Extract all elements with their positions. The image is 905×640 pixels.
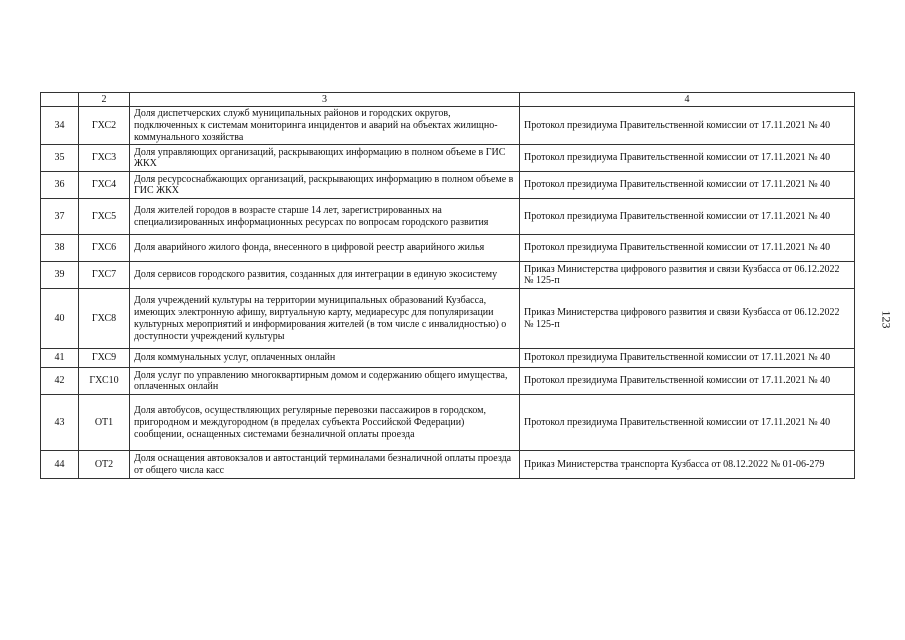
row-number: 35 <box>41 145 79 172</box>
indicator-code: ГХС4 <box>79 172 130 199</box>
row-number: 37 <box>41 199 79 235</box>
indicator-description: Доля управляющих организаций, раскрывающих информацию в полном объеме в ГИС ЖКХ <box>130 145 520 172</box>
indicator-code: ОТ1 <box>79 395 130 451</box>
table-row <box>41 145 855 172</box>
indicator-description: Доля оснащения автовокзалов и автостанций терминалами безналичной оплаты проезда от общего числа касс <box>130 451 520 479</box>
table-header-row <box>41 93 855 107</box>
row-number: 44 <box>41 451 79 479</box>
header-col-1 <box>41 93 79 107</box>
table-row <box>41 262 855 289</box>
indicator-code: ГХС5 <box>79 199 130 235</box>
indicator-description: Доля учреждений культуры на территории муниципальных образований Кузбасса, имеющих электронную афишу, виртуальную карту, медиаресурс для популяризации культурных мероприятий и информирования жителей (в том числе с инвалидностью) о доступности учреждений культуры <box>130 289 520 349</box>
row-number: 42 <box>41 368 79 395</box>
indicator-source: Протокол президиума Правительственной комиссии от 17.11.2021 № 40 <box>520 349 855 368</box>
indicator-code: ОТ2 <box>79 451 130 479</box>
indicator-source: Протокол президиума Правительственной комиссии от 17.11.2021 № 40 <box>520 199 855 235</box>
indicator-source: Приказ Министерства транспорта Кузбасса от 08.12.2022 № 01-06-279 <box>520 451 855 479</box>
page-number: 123 <box>879 310 894 329</box>
indicator-code: ГХС9 <box>79 349 130 368</box>
indicator-description: Доля сервисов городского развития, созданных для интеграции в единую экосистему <box>130 262 520 289</box>
indicators-table <box>40 92 855 479</box>
table-row <box>41 368 855 395</box>
indicator-description: Доля автобусов, осуществляющих регулярные перевозки пассажиров в городском, пригородном и междугородном (в пределах субъекта Российской Федерации) сообщении, оснащенных системами безналичной оплаты проезда <box>130 395 520 451</box>
row-number: 38 <box>41 235 79 262</box>
indicator-code: ГХС10 <box>79 368 130 395</box>
row-number: 36 <box>41 172 79 199</box>
indicator-code: ГХС3 <box>79 145 130 172</box>
table-row <box>41 289 855 349</box>
indicator-description: Доля аварийного жилого фонда, внесенного в цифровой реестр аварийного жилья <box>130 235 520 262</box>
indicator-source: Протокол президиума Правительственной комиссии от 17.11.2021 № 40 <box>520 172 855 199</box>
row-number: 41 <box>41 349 79 368</box>
indicator-code: ГХС2 <box>79 107 130 145</box>
indicator-code: ГХС8 <box>79 289 130 349</box>
table-row <box>41 235 855 262</box>
indicator-source: Протокол президиума Правительственной комиссии от 17.11.2021 № 40 <box>520 107 855 145</box>
table-row <box>41 395 855 451</box>
indicator-description: Доля услуг по управлению многоквартирным домом и содержанию общего имущества, оплаченных онлайн <box>130 368 520 395</box>
indicator-source: Протокол президиума Правительственной комиссии от 17.11.2021 № 40 <box>520 395 855 451</box>
header-col-2: 2 <box>79 93 130 107</box>
header-col-3: 3 <box>130 93 520 107</box>
table-body <box>41 107 855 479</box>
row-number: 43 <box>41 395 79 451</box>
indicator-source: Протокол президиума Правительственной комиссии от 17.11.2021 № 40 <box>520 368 855 395</box>
indicator-source: Протокол президиума Правительственной комиссии от 17.11.2021 № 40 <box>520 235 855 262</box>
table-row <box>41 451 855 479</box>
indicator-description: Доля ресурсоснабжающих организаций, раскрывающих информацию в полном объеме в ГИС ЖКХ <box>130 172 520 199</box>
table-row <box>41 349 855 368</box>
indicator-description: Доля жителей городов в возрасте старше 14 лет, зарегистрированных на специализированных информационных ресурсах по вопросам городского развития <box>130 199 520 235</box>
indicator-source: Приказ Министерства цифрового развития и связи Кузбасса от 06.12.2022 № 125-п <box>520 289 855 349</box>
indicator-description: Доля коммунальных услуг, оплаченных онлайн <box>130 349 520 368</box>
indicator-code: ГХС6 <box>79 235 130 262</box>
row-number: 40 <box>41 289 79 349</box>
table-row <box>41 199 855 235</box>
table-row <box>41 107 855 145</box>
indicator-source: Приказ Министерства цифрового развития и связи Кузбасса от 06.12.2022 № 125-п <box>520 262 855 289</box>
indicator-code: ГХС7 <box>79 262 130 289</box>
header-col-4: 4 <box>520 93 855 107</box>
row-number: 34 <box>41 107 79 145</box>
row-number: 39 <box>41 262 79 289</box>
indicator-description: Доля диспетчерских служб муниципальных районов и городских округов, подключенных к системам мониторинга инцидентов и аварий на объектах жилищно-коммунального хозяйства <box>130 107 520 145</box>
table-row <box>41 172 855 199</box>
indicator-source: Протокол президиума Правительственной комиссии от 17.11.2021 № 40 <box>520 145 855 172</box>
